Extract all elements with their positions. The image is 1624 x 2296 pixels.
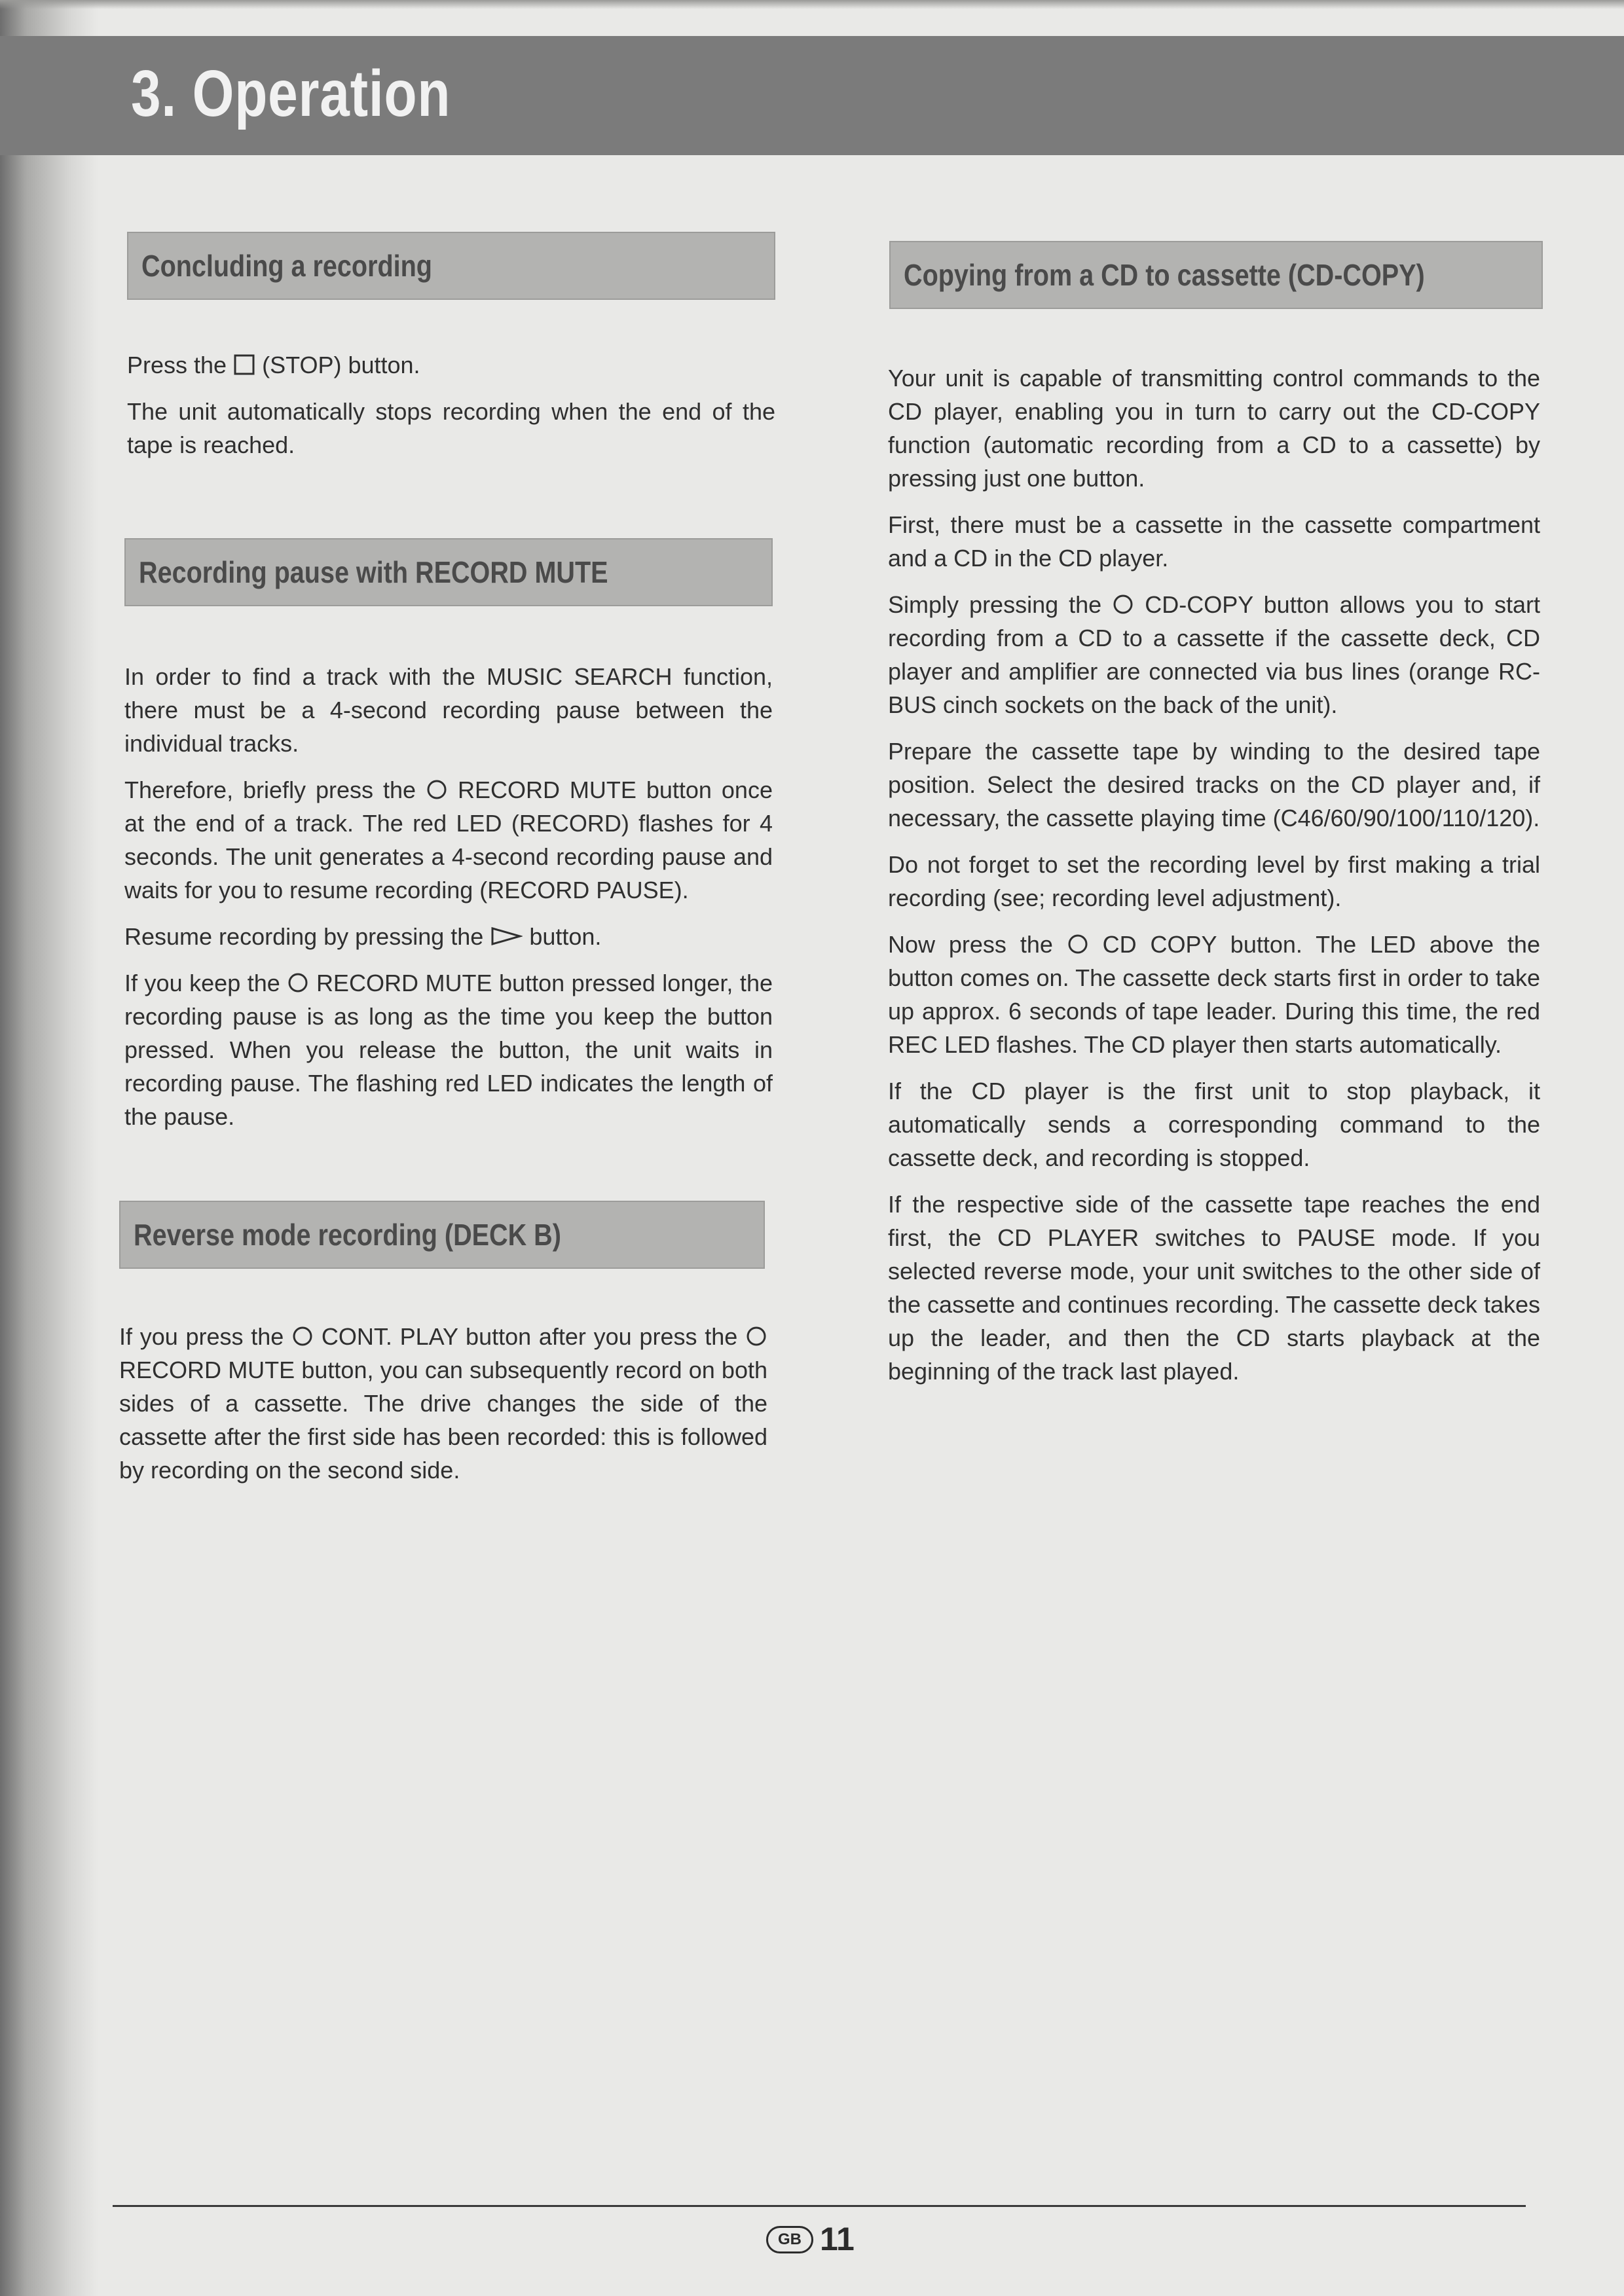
section-heading-pause: Recording pause with RECORD MUTE xyxy=(139,555,608,589)
paragraph: In order to find a track with the MUSIC SEARCH function, there must be a 4-second recording pause between the individual tracks. xyxy=(124,663,773,757)
footer-rule xyxy=(113,2205,1526,2207)
paragraph: Your unit is capable of transmitting control commands to the CD player, enabling you in turn to carry out the CD-COPY function (automatic recording from a CD to a cassette) by pressing just one button. xyxy=(888,365,1540,492)
section-heading-cdcopy: Copying from a CD to cassette (CD-COPY) xyxy=(904,258,1425,292)
page-spine-shadow xyxy=(0,0,98,2296)
paragraph: If the CD player is the first unit to stop playback, it automatically sends a corresponding command to the cassette deck, and recording is stopped. xyxy=(888,1078,1540,1171)
paragraph: Resume recording by pressing the button. xyxy=(124,923,602,950)
paragraph: The unit automatically stops recording when the end of the tape is reached. xyxy=(127,398,775,458)
circle-icon xyxy=(1067,933,1089,955)
circle-icon xyxy=(426,778,448,801)
section-heading-concluding: Concluding a recording xyxy=(141,249,432,283)
section-bar-pause xyxy=(124,538,773,606)
play-triangle-icon xyxy=(490,925,523,947)
circle-icon xyxy=(745,1325,767,1347)
paragraph: If you press the CONT. PLAY button after you press the RECORD MUTE button, you can subsequently record on both sides of a cassette. The drive changes the side of the cassette after the first side has been recorded: this is followed by recording on the second side. xyxy=(119,1323,767,1484)
circle-icon xyxy=(287,972,309,994)
section-heading-reverse: Reverse mode recording (DECK B) xyxy=(134,1218,561,1252)
paragraph: Simply pressing the CD-COPY button allows you to start recording from a CD to a cassette if the cassette deck, CD player and amplifier are connected via bus lines (orange RC-BUS cinch sockets on the back of the unit). xyxy=(888,591,1540,718)
circle-icon xyxy=(291,1325,314,1347)
paragraph: Press the (STOP) button. xyxy=(127,352,420,378)
section-bar-cdcopy xyxy=(889,241,1543,309)
page-number: 11 xyxy=(820,2221,855,2257)
paragraph: Now press the CD COPY button. The LED above the button comes on. The cassette deck starts first in order to take up approx. 6 seconds of tape leader. During this time, the red REC LED flashes. The CD player then starts automatically. xyxy=(888,931,1540,1058)
section-bar-concluding xyxy=(127,232,775,300)
paragraph: If the respective side of the cassette tape reaches the end first, the CD PLAYER switches to PAUSE mode. If you selected reverse mode, your unit switches to the other side of the cassette and continues recording. The cassette deck takes up the leader, and then the CD starts playback at the beginning of the track last played. xyxy=(888,1191,1540,1385)
paragraph: Do not forget to set the recording level by first making a trial recording (see; recording level adjustment). xyxy=(888,851,1540,911)
square-icon xyxy=(233,354,255,376)
language-badge: GB xyxy=(766,2226,813,2253)
paragraph: Prepare the cassette tape by winding to the desired tape position. Select the desired tracks on the CD player and, if necessary, the cassette playing time (C46/60/90/100/110/120). xyxy=(888,738,1540,831)
paragraph: If you keep the RECORD MUTE button pressed longer, the recording pause is as long as the time you keep the button pressed. When you release the button, the unit waits in recording pause. The flashing red LED indicates the length of the pause. xyxy=(124,970,773,1130)
paragraph: First, there must be a cassette in the cassette compartment and a CD in the CD player. xyxy=(888,511,1540,572)
text-pause xyxy=(124,660,773,1146)
page-title: 3. Operation xyxy=(131,57,451,130)
circle-icon xyxy=(1112,593,1134,615)
text-concluding xyxy=(127,348,775,475)
paragraph: Therefore, briefly press the RECORD MUTE button once at the end of a track. The red LED (RECORD) flashes for 4 seconds. The unit generates a 4-second recording pause and waits for you to resume recording (RECORD PAUSE). xyxy=(124,776,773,903)
text-reverse xyxy=(119,1320,767,1500)
page-top-edge xyxy=(0,0,1624,9)
section-bar-reverse xyxy=(119,1201,765,1269)
text-cdcopy xyxy=(888,361,1540,1401)
